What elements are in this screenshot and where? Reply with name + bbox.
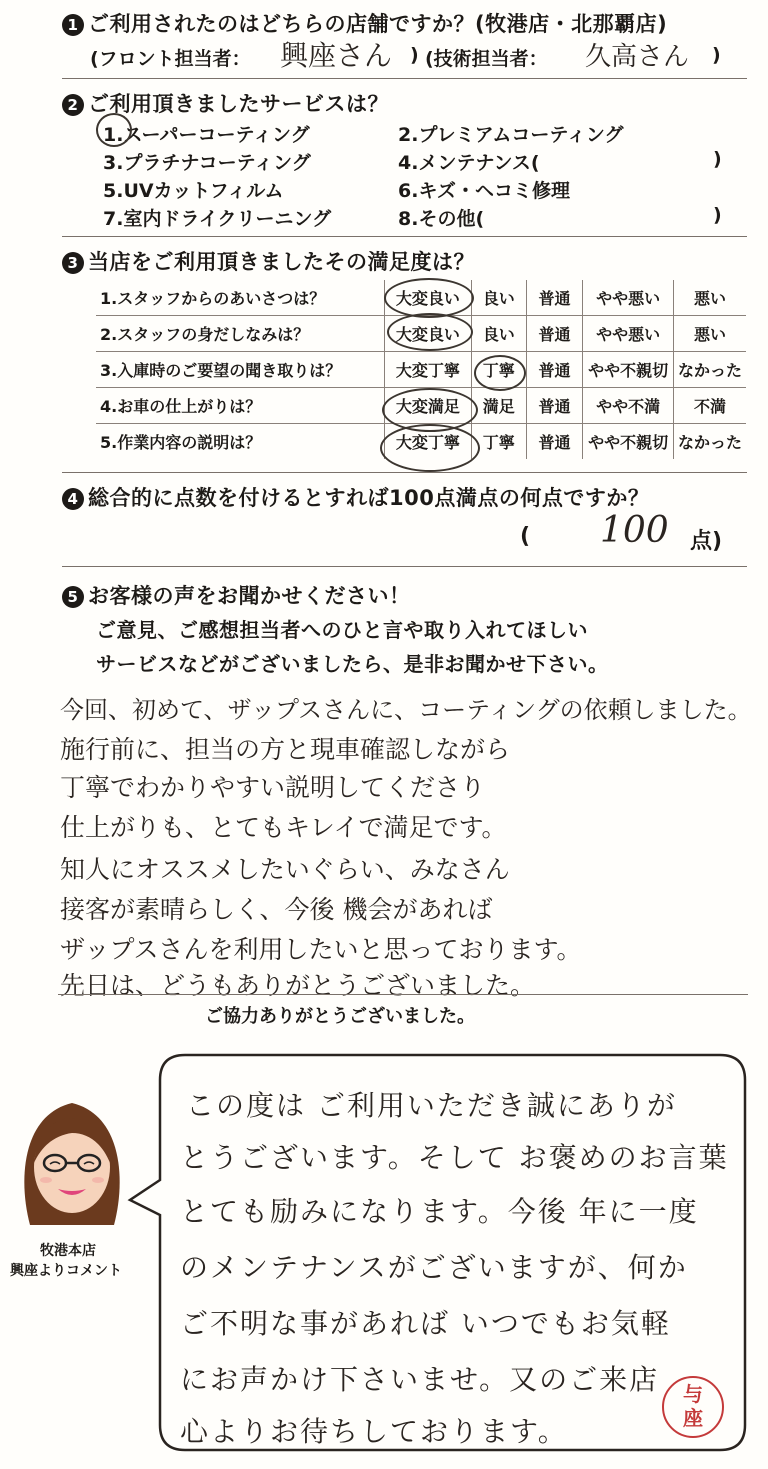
row-label: 1.スタッフからのあいさつは？ bbox=[96, 280, 384, 316]
option-cell: 不満 bbox=[673, 388, 746, 424]
option-cell: 良い bbox=[471, 316, 526, 352]
option-cell: 普通 bbox=[526, 424, 583, 460]
service-close-paren: ) bbox=[713, 204, 722, 226]
option-cell: やや不親切 bbox=[583, 424, 674, 460]
option-cell: なかった bbox=[673, 352, 746, 388]
q2-question: 2 ご利用頂きましたサービスは？ bbox=[62, 88, 389, 118]
option-cell: 大変満足 bbox=[384, 388, 471, 424]
selection-circle bbox=[380, 424, 480, 472]
option-cell: 満足 bbox=[471, 388, 526, 424]
q4-number-badge: 4 bbox=[62, 488, 84, 510]
service-item: 1.スーパーコーティング bbox=[103, 124, 310, 146]
comment-line: ザップスさんを利用したいと思っております。 bbox=[60, 935, 582, 964]
q4-question: 4 総合的に点数を付けるとすれば100点満点の何点ですか？ bbox=[62, 482, 649, 512]
reply-line: とても励みになります。今後 年に一度 bbox=[180, 1195, 699, 1228]
option-cell: やや不親切 bbox=[583, 352, 674, 388]
option-cell: 普通 bbox=[526, 388, 583, 424]
q1-tech-close: ) bbox=[712, 44, 721, 66]
q1-front-close: ) bbox=[410, 44, 419, 66]
reply-line: この度は ご利用いただき誠にありが bbox=[186, 1089, 677, 1122]
table-row bbox=[96, 352, 746, 388]
comment-line: 施行前に、担当の方と現車確認しながら bbox=[60, 735, 511, 764]
avatar bbox=[12, 1085, 132, 1235]
q1-number-badge: 1 bbox=[62, 14, 84, 36]
option-cell: 普通 bbox=[526, 280, 583, 316]
name-seal: 与座 bbox=[662, 1376, 724, 1438]
selection-circle bbox=[387, 313, 473, 351]
row-label: 5.作業内容の説明は？ bbox=[100, 433, 262, 452]
reply-line: にお声かけ下さいませ。又のご来店 bbox=[180, 1363, 660, 1396]
option-cell: やや悪い bbox=[583, 280, 674, 316]
staff-caption-store: 牧港本店 bbox=[40, 1243, 96, 1259]
divider bbox=[62, 78, 747, 79]
reply-line: のメンテナンスがございますが、何か bbox=[180, 1251, 688, 1284]
selection-circle bbox=[474, 355, 526, 391]
service-item: 4.メンテナンス( bbox=[398, 152, 540, 174]
divider bbox=[62, 566, 747, 567]
service-item: 6.キズ・ヘコミ修理 bbox=[398, 180, 571, 202]
q1-front-label: (フロント担当者： bbox=[90, 48, 251, 70]
divider bbox=[58, 994, 748, 995]
service-item: 5.UVカットフィルム bbox=[103, 180, 284, 202]
option-cell: 良い bbox=[471, 280, 526, 316]
service-item: 7.室内ドライクリーニング bbox=[103, 208, 332, 230]
option-cell: 普通 bbox=[526, 316, 583, 352]
option-cell: やや悪い bbox=[583, 316, 674, 352]
option-cell: 大変良い bbox=[384, 316, 471, 352]
q4-unit: 点) bbox=[690, 529, 723, 554]
q4-open-paren: ( bbox=[520, 524, 531, 549]
option-cell: 大変丁寧 bbox=[384, 424, 471, 460]
q1-front-name: 興座さん bbox=[280, 39, 393, 72]
row-label: 2.スタッフの身だしなみは？ bbox=[96, 316, 384, 352]
option-cell: なかった bbox=[673, 424, 746, 460]
row-label: 4.お車の仕上がりは？ bbox=[96, 388, 384, 424]
option-cell: 悪い bbox=[673, 280, 746, 316]
row-label: 3.入庫時のご要望の聞き取りは？ bbox=[96, 352, 384, 388]
option-cell: やや不満 bbox=[583, 388, 674, 424]
selection-circle bbox=[96, 113, 132, 147]
service-close-paren: ) bbox=[713, 148, 722, 170]
reply-line: とうございます。そして お褒めのお言葉 bbox=[180, 1141, 729, 1174]
comment-line: 知人にオススメしたいぐらい、みなさん bbox=[60, 855, 510, 884]
reply-line: ご不明な事があれば いつでもお気軽 bbox=[180, 1307, 671, 1340]
q2-number-badge: 2 bbox=[62, 94, 84, 116]
q5-number-badge: 5 bbox=[62, 586, 84, 608]
q1-tech-name: 久高さん bbox=[585, 42, 690, 72]
q4-score: 100 bbox=[600, 510, 669, 551]
q1-question: 1 ご利用されたのはどちらの店舗ですか？(牧港店・北那覇店) bbox=[62, 8, 667, 38]
q3-number-badge: 3 bbox=[62, 252, 84, 274]
option-cell: 大変丁寧 bbox=[384, 352, 471, 388]
q5-sub-line-1: ご意見、ご感想担当者へのひと言や取り入れてほしい bbox=[96, 618, 588, 642]
reply-line: 心よりお待ちしております。 bbox=[180, 1415, 568, 1448]
q5-sub-line-2: サービスなどがございましたら、是非お聞かせ下さい。 bbox=[96, 652, 609, 676]
comment-line: 今回、初めて、ザップスさんに、コーティングの依頼しました。 bbox=[60, 696, 752, 724]
staff-caption-comment: 興座よりコメント bbox=[10, 1263, 122, 1279]
option-cell: 悪い bbox=[673, 316, 746, 352]
q5-question: 5 お客様の声をお聞かせください！ bbox=[62, 580, 411, 610]
selection-circle bbox=[384, 278, 474, 318]
divider bbox=[62, 472, 747, 473]
option-cell: 大変良い bbox=[384, 280, 471, 316]
service-item: 3.プラチナコーティング bbox=[103, 152, 311, 174]
comment-line: 先日は、どうもありがとうございました。 bbox=[60, 971, 536, 1000]
comment-line: 接客が素晴らしく、今後 機会があれば bbox=[60, 895, 493, 924]
q1-tech-label: (技術担当者： bbox=[425, 48, 548, 70]
q3-question: 3 当店をご利用頂きましたその満足度は？ bbox=[62, 246, 475, 276]
service-item: 8.その他( bbox=[398, 208, 485, 230]
divider bbox=[62, 236, 747, 237]
service-item: 2.プレミアムコーティング bbox=[398, 124, 624, 146]
comment-line: 丁寧でわかりやすい説明してくださり bbox=[60, 773, 486, 802]
comment-line: 仕上がりも、とてもキレイで満足です。 bbox=[60, 813, 507, 842]
closing-text: ご協力ありがとうございました。 bbox=[205, 1006, 475, 1027]
option-cell: 丁寧 bbox=[471, 424, 526, 460]
option-cell: 丁寧 bbox=[471, 352, 526, 388]
option-cell: 普通 bbox=[526, 352, 583, 388]
